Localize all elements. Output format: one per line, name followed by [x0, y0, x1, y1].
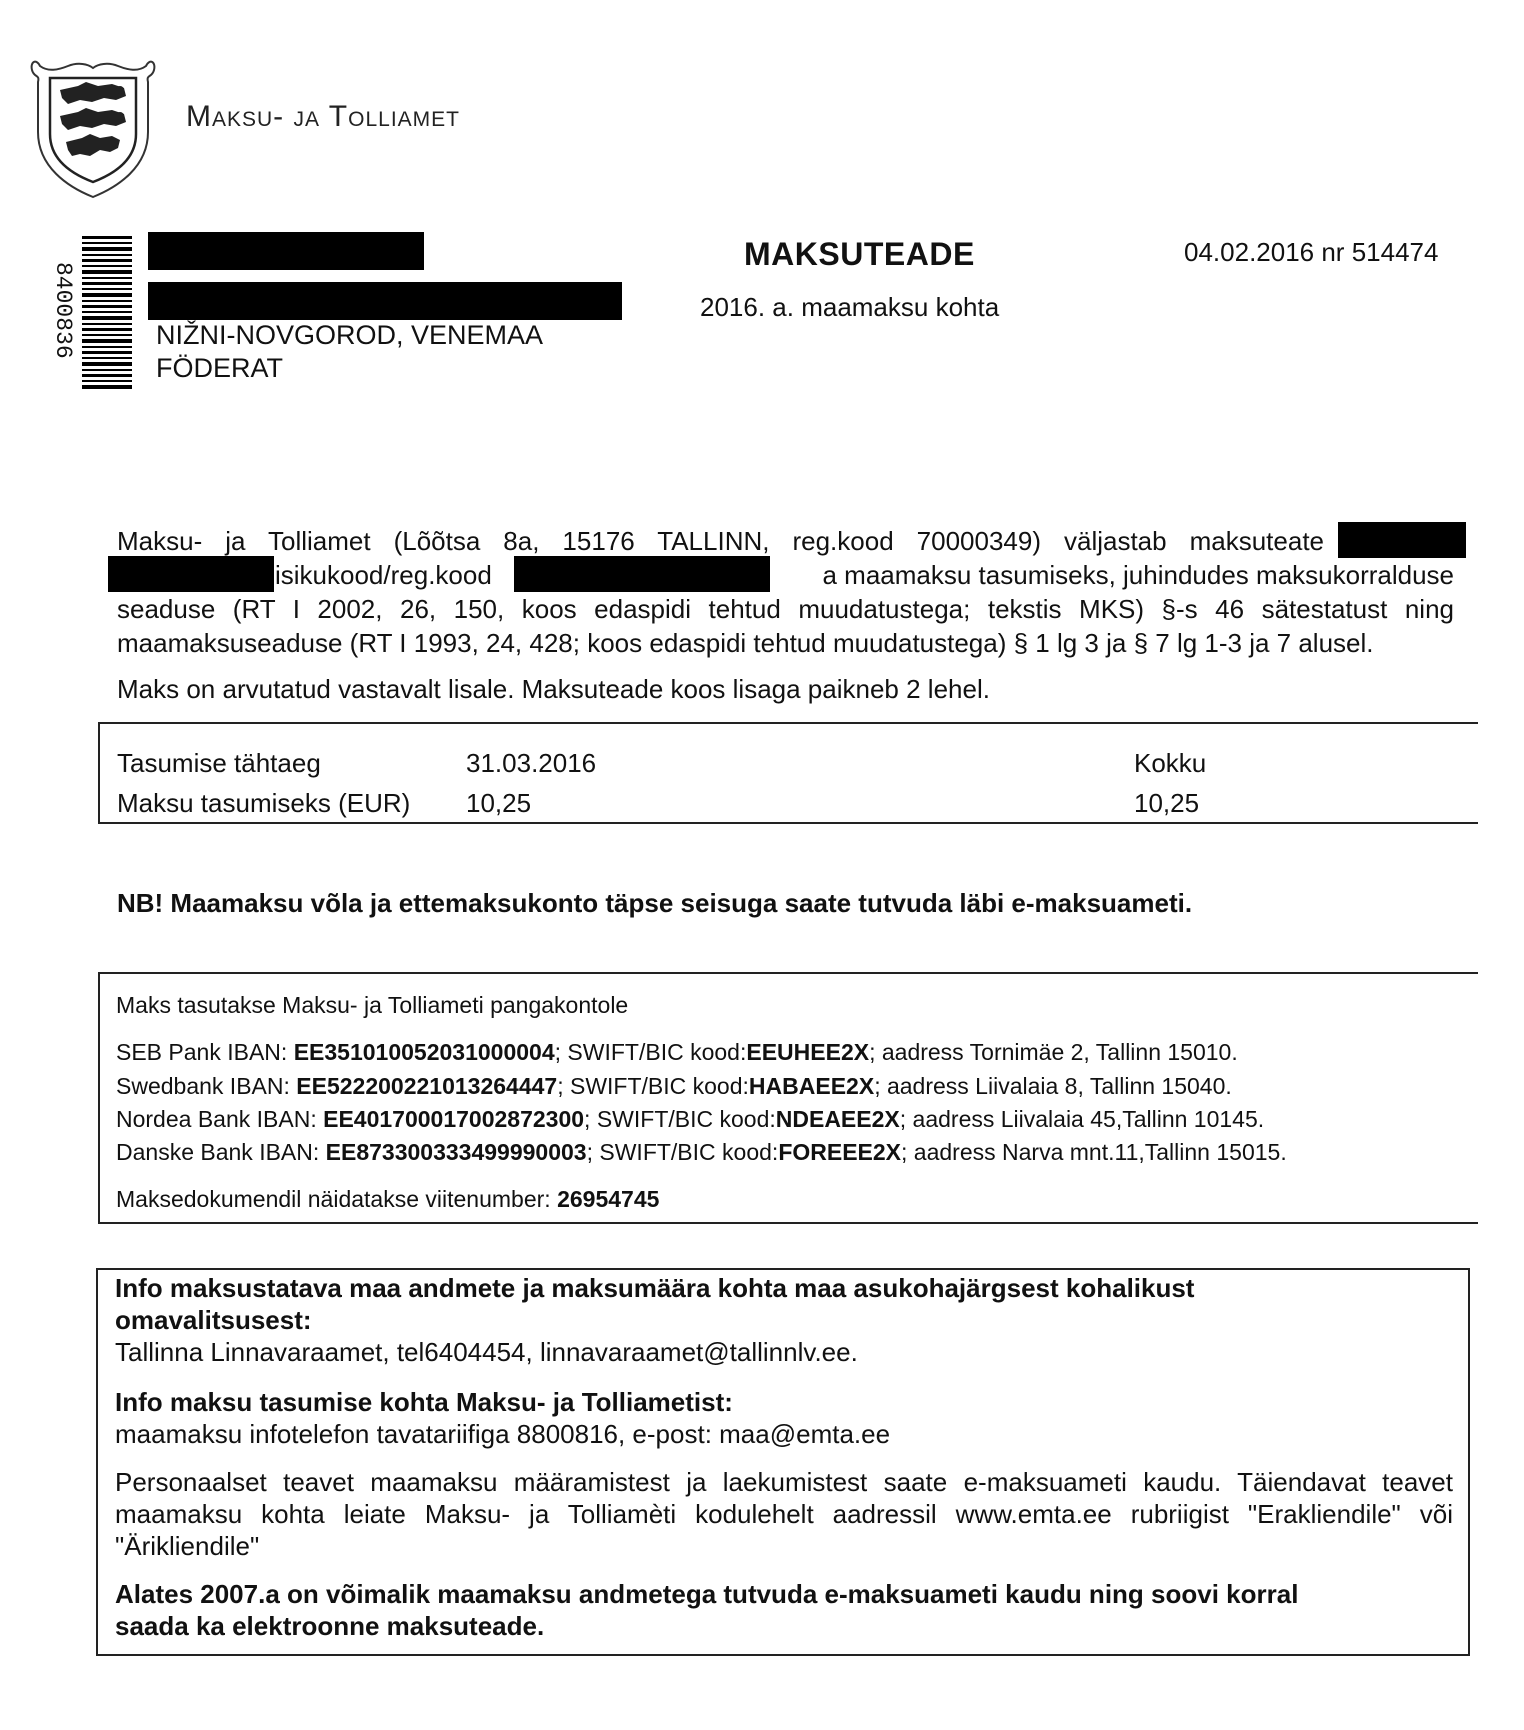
bank-line-danske: Danske Bank IBAN: EE873300333499990003; SWIFT/BIC kood:FOREEE2X; aadress Narva mnt.11,Tallinn 15015.	[116, 1139, 1287, 1165]
intro-paragraph	[117, 524, 1454, 706]
swift-swedbank: HABAEE2X	[748, 1073, 875, 1099]
bank-line-nordea: Nordea Bank IBAN: EE401700017002872300; SWIFT/BIC kood:NDEAEE2X; aadress Liivalaia 45,Tallinn 10145.	[116, 1106, 1265, 1132]
electronic-line-2: saada ka elektroonne maksuteade.	[115, 1611, 545, 1641]
mta-heading: Info maksu tasumise kohta Maksu- ja Tolliametist:	[115, 1387, 733, 1417]
reference-number: 26954745	[557, 1186, 660, 1212]
personal-line-2: maamaksu kohta leiate Maksu- ja Tolliamèti kodulehelt aadressil www.emta.ee rubriigist "Erakliendile" või	[115, 1499, 1453, 1529]
iban-swedbank: EE522200221013264447	[296, 1073, 558, 1099]
iban-nordea: EE401700017002872300	[323, 1106, 585, 1132]
redacted-recipient-address	[148, 282, 622, 320]
document-date-number: 04.02.2016 nr 514474	[1184, 237, 1439, 267]
agency-name: Maksu- ja Tolliamet	[186, 100, 460, 133]
local-heading-2: omavalitsusest:	[115, 1305, 312, 1335]
swift-danske: FOREEE2X	[778, 1139, 902, 1165]
intro-line-3: seaduse (RT I 2002, 26, 150, koos edaspidi tehtud muudatustega; tekstis MKS) §-s 46 sätestatust ning	[117, 594, 1454, 624]
reference-number-line: Maksedokumendil näidatakse viitenumber: 26954745	[116, 1186, 660, 1212]
bank-line-swedbank: Swedbank IBAN: EE522200221013264447; SWIFT/BIC kood:HABAEE2X; aadress Liivalaia 8, Tallinn 15040.	[116, 1073, 1232, 1099]
document-subtitle: 2016. a. maamaksu kohta	[700, 292, 1000, 322]
total-label: Kokku	[1134, 748, 1207, 778]
document-title: MAKSUTEADE	[744, 236, 975, 272]
total-value: 10,25	[1134, 788, 1200, 818]
redacted-recipient-name-inline	[1338, 522, 1466, 558]
intro-line-2-b: a maamaksu tasumiseks, juhindudes maksukorralduse	[822, 560, 1454, 590]
iban-danske: EE873300333499990003	[325, 1139, 587, 1165]
intro-line-5: Maks on arvutatud vastavalt lisale. Maksuteade koos lisaga paikneb 2 lehel.	[117, 674, 990, 704]
local-contact: Tallinna Linnavaraamet, tel6404454, linnavaraamet@tallinnlv.ee.	[115, 1337, 858, 1367]
intro-line-4: maamaksuseaduse (RT I 1993, 24, 428; koos edaspidi tehtud muudatustega) § 1 lg 3 ja § 7 lg 1-3 ja 7 alusel.	[117, 628, 1374, 658]
swift-nordea: NDEAEE2X	[775, 1106, 900, 1132]
intro-line-2-a: isikukood/reg.kood	[275, 560, 492, 590]
local-heading-1: Info maksustatava maa andmete ja maksumäära kohta maa asukohajärgsest kohalikust	[115, 1273, 1195, 1303]
swift-seb: EEUHEE2X	[746, 1039, 870, 1065]
redacted-personal-code	[514, 556, 770, 592]
amount-value: 10,25	[466, 788, 532, 818]
recipient-country-line: FÖDERAT	[156, 353, 283, 383]
intro-line-1: Maksu- ja Tolliamet (Lõõtsa 8a, 15176 TALLINN, reg.kood 70000349) väljastab maksuteate	[117, 526, 1324, 556]
info-personal-section	[115, 1466, 1453, 1562]
nb-notice: NB! Maamaksu võla ja ettemaksukonto täpse seisuga saate tutvuda läbi e-maksuameti.	[117, 888, 1193, 918]
recipient-city-line: NIŽNI-NOVGOROD, VENEMAA	[156, 320, 544, 350]
redacted-recipient-name	[148, 232, 424, 270]
iban-seb: EE351010052031000004	[293, 1039, 555, 1065]
barcode-icon	[82, 236, 132, 392]
due-date-value: 31.03.2016	[466, 748, 597, 778]
info-local-section	[115, 1272, 1453, 1368]
bank-line-seb: SEB Pank IBAN: EE351010052031000004; SWIFT/BIC kood:EEUHEE2X; aadress Tornimäe 2, Tallinn 15010.	[116, 1039, 1238, 1065]
info-electronic-section	[115, 1578, 1453, 1642]
amount-label: Maksu tasumiseks (EUR)	[117, 788, 411, 818]
bank-info-heading: Maks tasutakse Maksu- ja Tolliameti pangakontole	[116, 992, 629, 1018]
electronic-line-1: Alates 2007.a on võimalik maamaksu andmetega tutvuda e-maksuameti kaudu ning soovi korral	[115, 1579, 1299, 1609]
personal-line-1: Personaalset teavet maamaksu määramistest ja laekumistest saate e-maksuameti kaudu. Täiendavat teavet	[115, 1467, 1453, 1497]
info-mta-section	[115, 1386, 1453, 1450]
estonian-coat-of-arms-icon	[28, 52, 158, 202]
due-date-label: Tasumise tähtaeg	[117, 748, 321, 778]
personal-line-3: "Ärikliendile"	[115, 1531, 260, 1561]
barcode-number: 8400836	[50, 262, 76, 359]
redacted-recipient-name-inline-2	[108, 556, 274, 592]
intro-line-2	[117, 558, 1454, 592]
mta-contact: maamaksu infotelefon tavatariifiga 8800816, e-post: maa@emta.ee	[115, 1419, 891, 1449]
